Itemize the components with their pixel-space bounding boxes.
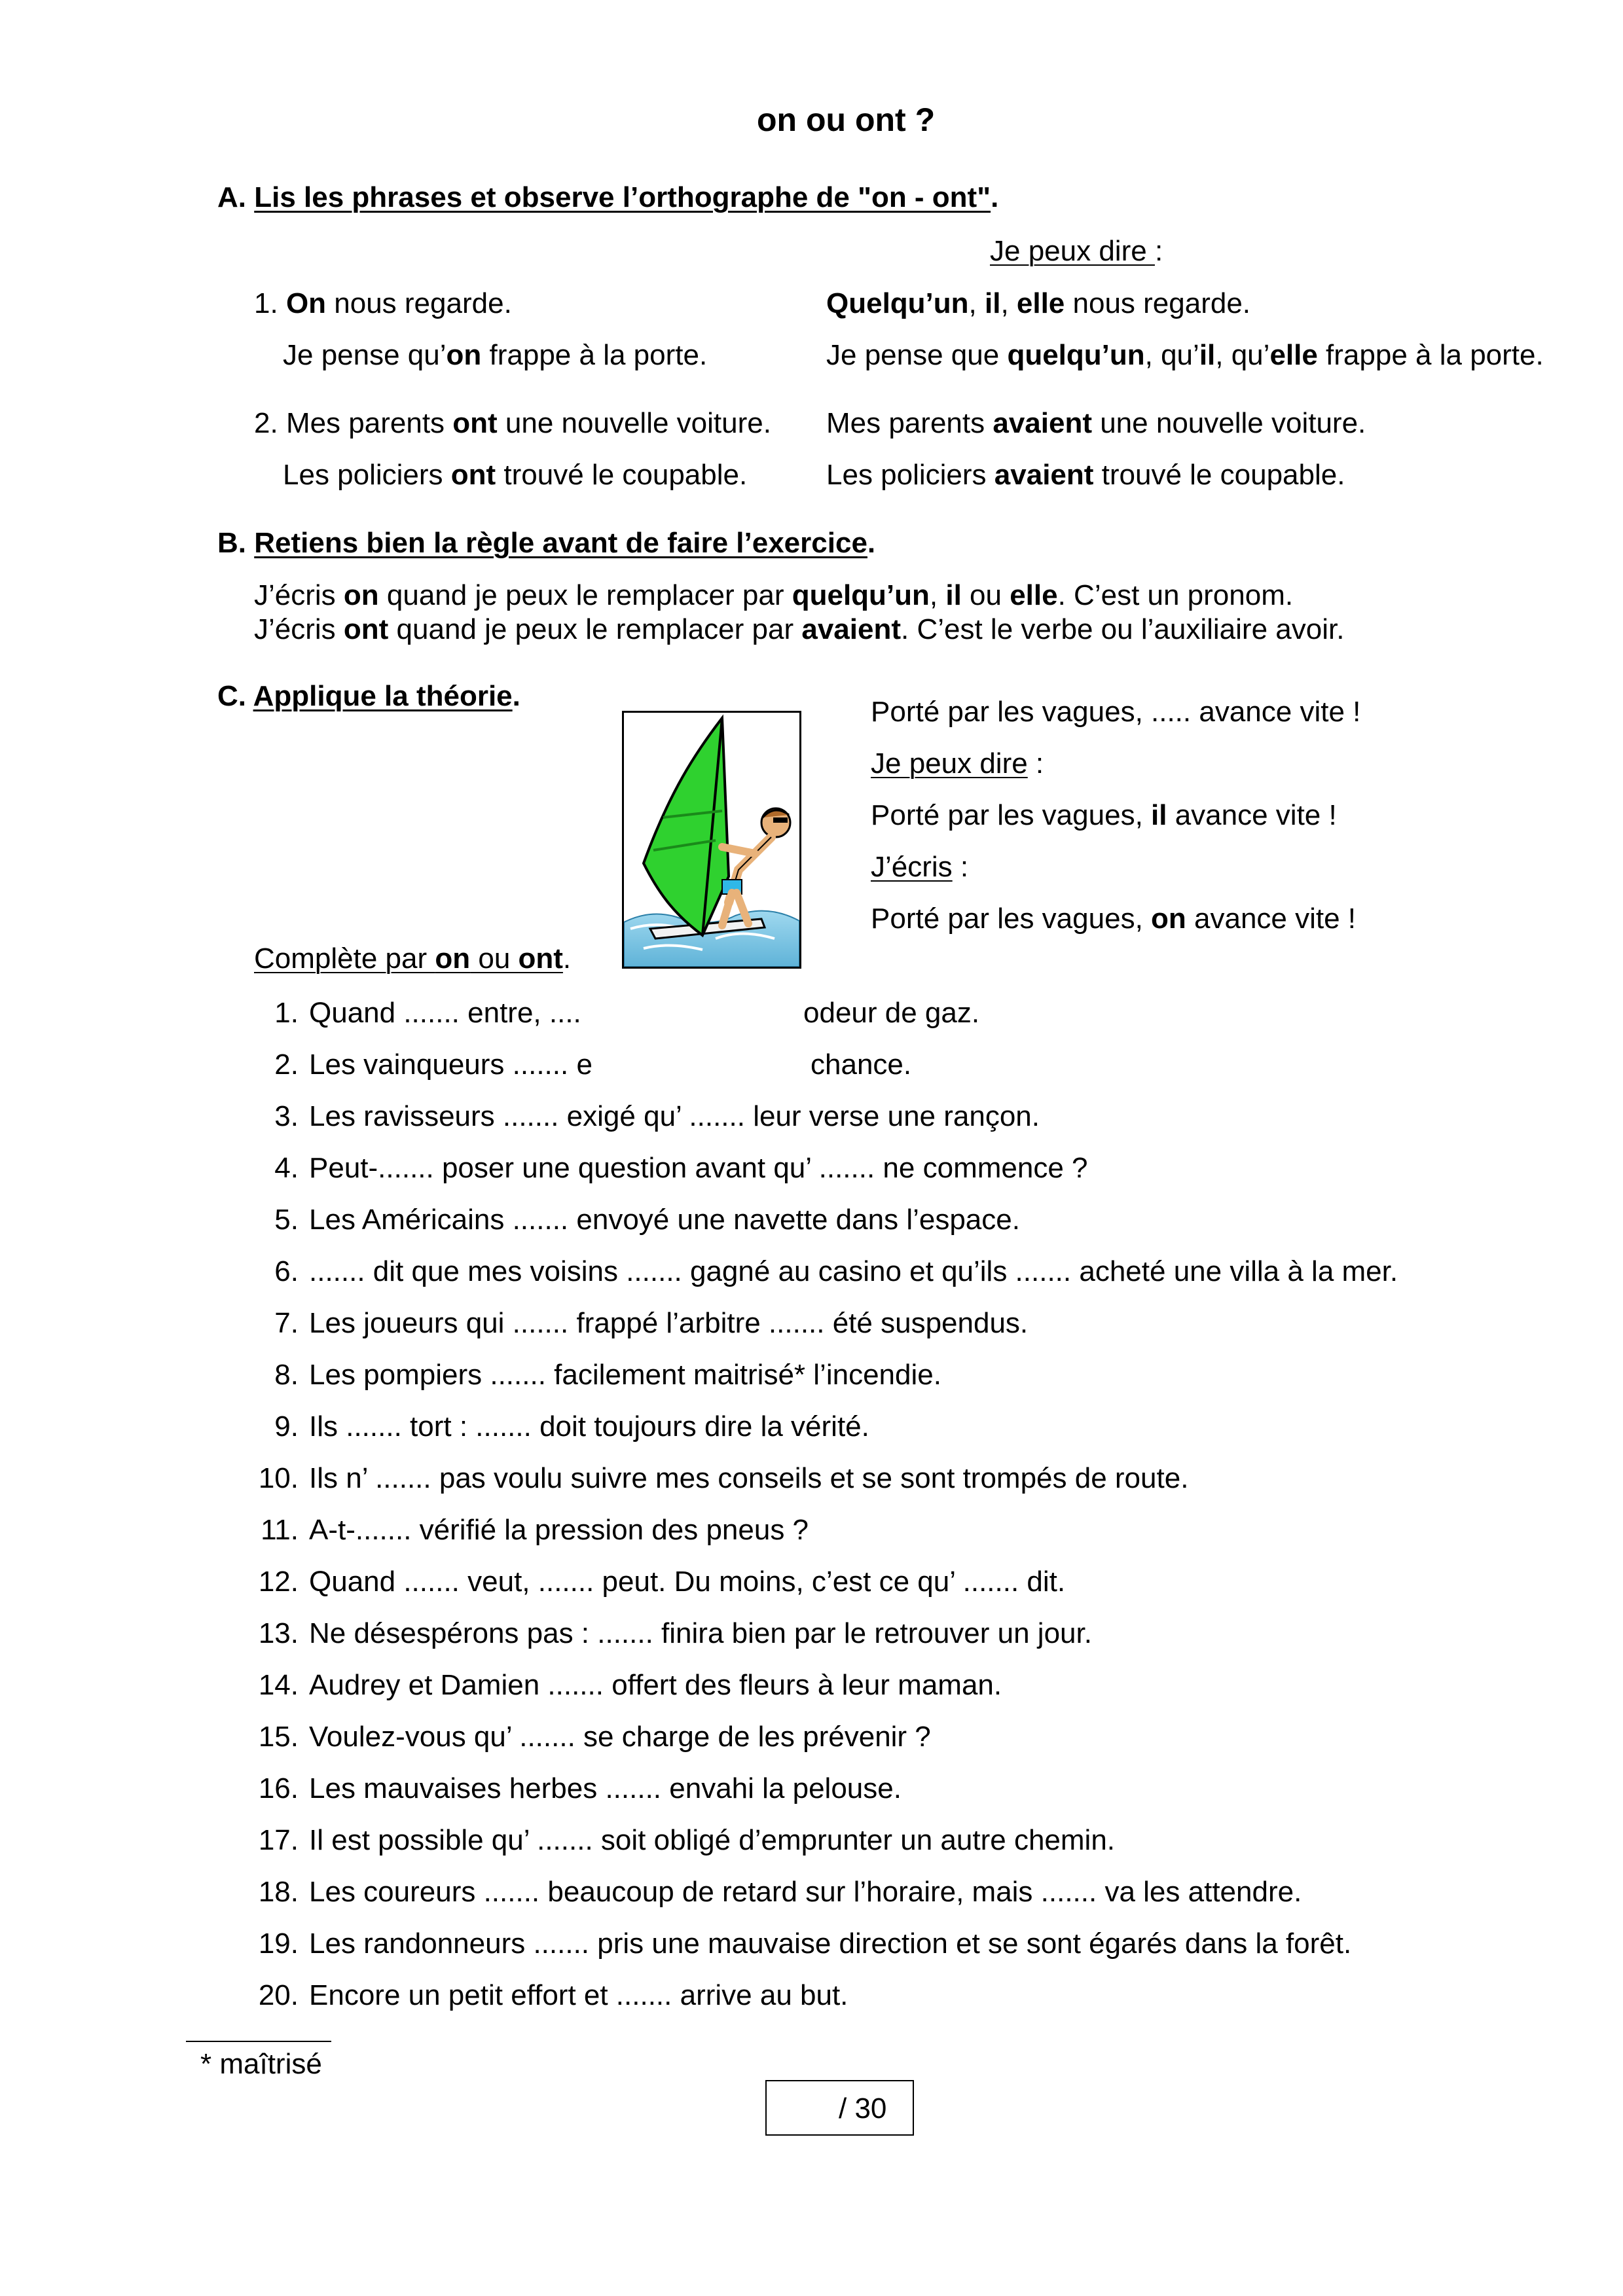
exercise-item (249, 1154, 1087, 1183)
example-2-line-1: 2. Mes parents ont une nouvelle voiture. (254, 407, 771, 439)
rule-on: J’écris on quand je peux le remplacer par quelqu’un, il ou elle. C’est un pronom. (254, 579, 1294, 611)
exercise-sentence[interactable]: Les ravisseurs ....... exigé qu’ ....... leur verse une rançon. (309, 1100, 1040, 1132)
score-box (765, 2080, 914, 2136)
exercise-item (249, 999, 581, 1028)
exercise-item (249, 1516, 809, 1545)
example-1-line-1: 1. On nous regarde. (254, 287, 512, 319)
page-title: on ou ont ? (757, 101, 936, 138)
exercise-sentence-continuation: odeur de gaz. (803, 997, 980, 1029)
exercise-item (249, 1723, 931, 1751)
exercise-number: 15. (258, 1721, 299, 1753)
exercise-item (249, 1929, 1351, 1958)
exercise-sentence[interactable]: Peut-....... poser une question avant qu’ ....... ne commence ? (309, 1152, 1088, 1184)
exercise-number: 19. (258, 1928, 299, 1960)
example-line-blank: Porté par les vagues, ..... avance vite ! (871, 696, 1361, 728)
exercise-number: 11. (261, 1514, 299, 1546)
example-je-peux-dire: Je peux dire : (871, 747, 1044, 780)
section-c-heading: C. Applique la théorie. (217, 680, 520, 712)
exercise-sentence[interactable]: Voulez-vous qu’ ....... se charge de les prévenir ? (309, 1721, 931, 1753)
exercise-item (249, 1050, 593, 1079)
example-2-replacement-2: Les policiers avaient trouvé le coupable. (826, 459, 1345, 491)
exercise-sentence[interactable]: A-t-....... vérifié la pression des pneus ? (309, 1514, 809, 1546)
exercise-item (249, 1309, 1028, 1338)
exercise-number: 5. (274, 1204, 299, 1236)
section-a-heading: A. Lis les phrases et observe l’orthographe de "on - ont". (217, 181, 999, 213)
exercise-sentence[interactable]: Les pompiers ....... facilement maitrisé* l’incendie. (309, 1359, 941, 1391)
exercise-item (249, 1671, 1002, 1700)
exercise-sentence-continuation: chance. (811, 1049, 912, 1081)
exercise-item (249, 1361, 941, 1390)
example-1-replacement-2: Je pense que quelqu’un, qu’il, qu’elle frappe à la porte. (826, 339, 1544, 371)
exercise-item (249, 1102, 1040, 1131)
example-jecris: J’écris : (871, 851, 969, 883)
section-b-heading: B. Retiens bien la règle avant de faire l’exercice. (217, 527, 876, 559)
exercise-item (249, 1878, 1302, 1907)
exercise-sentence[interactable]: Les joueurs qui ....... frappé l’arbitre ....... été suspendus. (309, 1307, 1029, 1339)
exercise-number: 12. (258, 1566, 299, 1598)
example-1-replacement-1: Quelqu’un, il, elle nous regarde. (826, 287, 1251, 319)
exercise-sentence[interactable]: Ils ....... tort : ....... doit toujours dire la vérité. (309, 1410, 869, 1443)
exercise-number: 6. (274, 1255, 299, 1287)
exercise-sentence[interactable]: Il est possible qu’ ....... soit obligé d’emprunter un autre chemin. (309, 1824, 1116, 1856)
exercise-item (249, 1619, 1092, 1648)
exercise-sentence[interactable]: Quand ....... veut, ....... peut. Du moins, c’est ce qu’ ....... dit. (309, 1566, 1066, 1598)
je-peux-dire-label: Je peux dire : (990, 235, 1163, 267)
exercise-sentence[interactable]: Les Américains ....... envoyé une navette dans l’espace. (309, 1204, 1020, 1236)
example-2-line-2: Les policiers ont trouvé le coupable. (283, 459, 748, 491)
exercise-number: 7. (274, 1307, 299, 1339)
example-line-il: Porté par les vagues, il avance vite ! (871, 799, 1337, 831)
complete-instruction: Complète par on ou ont. (254, 942, 572, 975)
exercise-number: 2. (274, 1049, 299, 1081)
footnote-divider (186, 2041, 331, 2042)
exercise-number: 20. (258, 1979, 299, 2011)
exercise-item (249, 1257, 1398, 1286)
exercise-sentence[interactable]: Les coureurs ....... beaucoup de retard sur l’horaire, mais ....... va les attendre. (309, 1876, 1302, 1908)
exercise-item (249, 1412, 869, 1441)
exercise-sentence[interactable]: Audrey et Damien ....... offert des fleurs à leur maman. (309, 1669, 1002, 1701)
windsurfer-illustration (622, 711, 801, 969)
exercise-number: 18. (258, 1876, 299, 1908)
exercise-number: 1. (274, 997, 299, 1029)
exercise-item (249, 1774, 902, 1803)
example-line-on: Porté par les vagues, on avance vite ! (871, 903, 1357, 935)
exercise-number: 17. (258, 1824, 299, 1856)
exercise-number: 8. (274, 1359, 299, 1391)
exercise-item (249, 1464, 1188, 1493)
exercise-sentence[interactable]: Encore un petit effort et ....... arrive au but. (309, 1979, 848, 2011)
exercise-number: 10. (258, 1462, 299, 1494)
exercise-item (249, 1981, 848, 2010)
exercise-number: 4. (274, 1152, 299, 1184)
exercise-sentence[interactable]: ....... dit que mes voisins ....... gagné au casino et qu’ils ....... acheté une villa à la mer. (309, 1255, 1398, 1287)
rule-ont: J’écris ont quand je peux le remplacer par avaient. C’est le verbe ou l’auxiliaire avoir. (254, 613, 1345, 645)
footnote: * maîtrisé (200, 2048, 322, 2080)
example-2-replacement-1: Mes parents avaient une nouvelle voiture. (826, 407, 1366, 439)
exercise-sentence[interactable]: Les randonneurs ....... pris une mauvaise direction et se sont égarés dans la forêt. (309, 1928, 1352, 1960)
exercise-sentence[interactable]: Ils n’ ....... pas voulu suivre mes conseils et se sont trompés de route. (309, 1462, 1189, 1494)
exercise-sentence[interactable]: Quand ....... entre, .... (309, 997, 581, 1029)
exercise-sentence[interactable]: Ne désespérons pas : ....... finira bien par le retrouver un jour. (309, 1617, 1092, 1649)
exercise-item (249, 1206, 1020, 1234)
score-label: / 30 (839, 2092, 887, 2125)
exercise-sentence[interactable]: Les vainqueurs ....... e (309, 1049, 593, 1081)
exercise-number: 9. (274, 1410, 299, 1443)
exercise-item (249, 1568, 1065, 1596)
exercise-item (249, 1826, 1115, 1855)
example-1-line-2: Je pense qu’on frappe à la porte. (283, 339, 708, 371)
exercise-number: 13. (258, 1617, 299, 1649)
exercise-number: 16. (258, 1772, 299, 1804)
windsurfer-icon (624, 713, 799, 967)
exercise-number: 14. (258, 1669, 299, 1701)
exercise-sentence[interactable]: Les mauvaises herbes ....... envahi la pelouse. (309, 1772, 902, 1804)
exercise-number: 3. (274, 1100, 299, 1132)
